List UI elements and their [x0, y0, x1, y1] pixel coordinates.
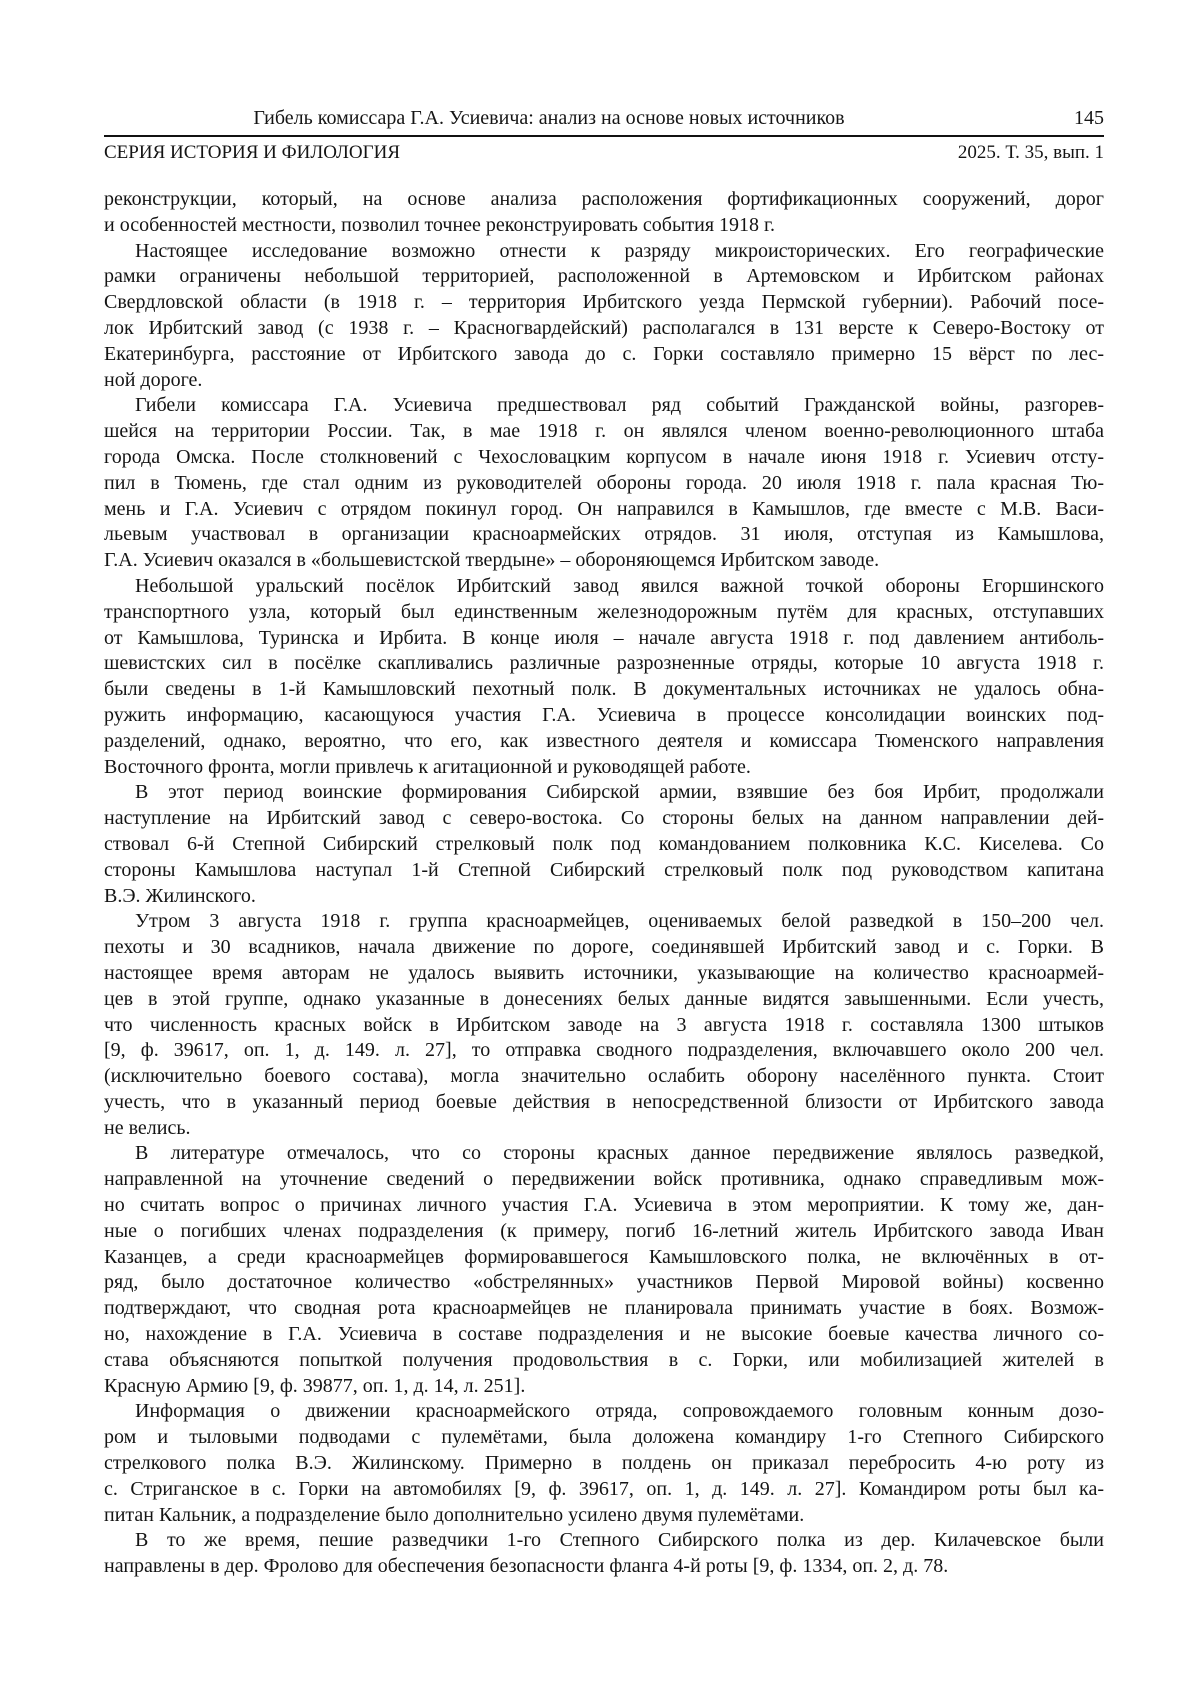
text-line: стороны Камышлова наступал 1-й Степной Сибирский стрелковый полк под руководством капитана: [104, 858, 1104, 881]
text-line: Восточного фронта, могли привлечь к агитационной и руководящей работе.: [104, 755, 751, 778]
text-line: Небольшой уральский посёлок Ирбитский завод явился важной точкой обороны Егоршинского: [135, 574, 1104, 597]
paragraph: [104, 909, 1104, 1141]
text-line: Свердловской области (в 1918 г. – территория Ирбитского уезда Пермской губернии). Рабочий посе-: [104, 291, 1104, 314]
text-line: ружить информацию, касающуюся участия Г.А. Усиевича в процессе консолидации воинских под-: [104, 703, 1104, 726]
text-line: цев в этой группе, однако указанные в донесениях белых данные видятся завышенными. Если учесть,: [104, 987, 1104, 1010]
volume-issue: 2025. Т. 35, вып. 1: [957, 142, 1104, 163]
text-line: рамки ограничены небольшой территорией, расположенной в Артемовском и Ирбитском районах: [104, 265, 1104, 288]
paragraph: [104, 574, 1104, 780]
text-line: транспортного узла, который был единственным железнодорожным путём для красных, отступавших: [104, 600, 1104, 623]
text-line: наступление на Ирбитский завод с северо-востока. Со стороны белых на данном направлении дей-: [104, 807, 1104, 830]
text-line: шейся на территории России. Так, в мае 1918 г. он являлся членом военно-революционного штаба: [104, 420, 1104, 443]
text-line: Г.А. Усиевич оказался в «большевистской твердыне» – обороняющемся Ирбитском заводе.: [104, 549, 880, 572]
series-header-row: [104, 137, 1104, 165]
page-header: [104, 106, 1104, 165]
text-line: В.Э. Жилинского.: [104, 884, 256, 907]
paragraph: [104, 393, 1104, 574]
text-line: подтверждают, что сводная рота красноармейцев не планировала принимать участие в боях. Возмож-: [104, 1297, 1104, 1320]
text-line: Казанцев, а среди красноармейцев формировавшегося Камышловского полка, не включённых в от-: [104, 1245, 1104, 1268]
text-line: пехоты и 30 всадников, начала движение по дороге, соединявшей Ирбитский завод и с. Горки. В: [104, 936, 1104, 959]
text-line: направлены в дер. Фролово для обеспечения безопасности фланга 4-й роты [9, ф. 1334, оп. 2, д. 78.: [104, 1555, 949, 1578]
page-number: 145: [1074, 107, 1104, 129]
text-line: разделений, однако, вероятно, что его, как известного деятеля и комиссара Тюменского направления: [104, 729, 1104, 752]
text-line: города Омска. После столкновений с Чехословацким корпусом в начале июня 1918 г. Усиевич отсту-: [104, 445, 1104, 468]
running-header-row: [104, 106, 1104, 137]
text-line: [9, ф. 39617, оп. 1, д. 149. л. 27], то отправка сводного подразделения, включавшего около 200 чел.: [104, 1039, 1104, 1062]
text-line: В этот период воинские формирования Сибирской армии, взявшие без боя Ирбит, продолжали: [135, 781, 1104, 804]
text-line: направленной на уточнение сведений о передвижении войск противника, однако справедливым мож-: [104, 1168, 1104, 1191]
article-body: [104, 187, 1104, 1580]
paragraph: [104, 239, 1104, 394]
paragraph: [104, 1399, 1104, 1528]
text-line: ные о погибших членах подразделения (к примеру, погиб 16-летний житель Ирбитского завода Иван: [104, 1219, 1104, 1242]
text-line: става объясняются попыткой получения продовольствия в с. Горки, или мобилизацией жителей в: [104, 1348, 1104, 1371]
text-line: с. Стриганское в с. Горки на автомобилях [9, ф. 39617, оп. 1, д. 149. л. 27]. Командиром роты был ка-: [104, 1477, 1104, 1500]
text-line: Красную Армию [9, ф. 39877, оп. 1, д. 14, л. 251].: [104, 1374, 526, 1397]
text-line: лок Ирбитский завод (с 1938 г. – Красногвардейский) располагался в 131 версте к Северо-Востоку от: [104, 316, 1104, 339]
text-line: ной дороге.: [104, 368, 203, 391]
text-line: (исключительно боевого состава), могла значительно ослабить оборону населённого пункта. Стоит: [104, 1065, 1104, 1088]
text-line: Гибели комиссара Г.А. Усиевича предшествовал ряд событий Гражданской войны, разгорев-: [135, 394, 1104, 417]
text-line: стрелкового полка В.Э. Жилинскому. Примерно в полдень он приказал перебросить 4-ю роту из: [104, 1452, 1104, 1475]
running-title: Гибель комиссара Г.А. Усиевича: анализ на основе новых источников: [253, 107, 845, 129]
text-line: питан Кальник, а подразделение было дополнительно усилено двумя пулемётами.: [104, 1503, 805, 1526]
text-line: учесть, что в указанный период боевые действия в непосредственной близости от Ирбитского завода: [104, 1090, 1104, 1113]
text-line: настоящее время авторам не удалось выявить источники, указывающие на количество красноармей-: [104, 961, 1104, 984]
text-line: от Камышлова, Туринска и Ирбита. В конце июля – начале августа 1918 г. под давлением антиболь-: [104, 626, 1104, 649]
text-line: пил в Тюмень, где стал одним из руководителей обороны города. 20 июля 1918 г. пала красная Тю-: [104, 471, 1104, 494]
text-line: но считать вопрос о причинах личного участия Г.А. Усиевича в этом мероприятии. К тому же, дан-: [104, 1194, 1104, 1217]
text-line: льевым участвовал в организации красноармейских отрядов. 31 июля, отступая из Камышлова,: [104, 523, 1104, 546]
paragraph: [104, 1528, 1104, 1580]
text-line: что численность красных войск в Ирбитском заводе на 3 августа 1918 г. составляла 1300 штыков: [104, 1013, 1104, 1036]
series-title: СЕРИЯ ИСТОРИЯ И ФИЛОЛОГИЯ: [104, 142, 401, 163]
text-line: Настоящее исследование возможно отнести к разряду микроисторических. Его географические: [135, 239, 1104, 262]
text-line: В литературе отмечалось, что со стороны красных данное передвижение являлось разведкой,: [135, 1142, 1104, 1165]
text-line: ром и тыловыми подводами с пулемётами, была доложена командиру 1-го Степного Сибирского: [104, 1426, 1104, 1449]
paragraph: [104, 1141, 1104, 1399]
paragraph: [104, 187, 1104, 239]
text-line: реконструкции, который, на основе анализа расположения фортификационных сооружений, дорог: [104, 188, 1104, 210]
text-line: шевистских сил в посёлке скапливались различные разрозненные отряды, которые 10 августа 1918 г.: [104, 652, 1104, 675]
text-line: мень и Г.А. Усиевич с отрядом покинул город. Он направился в Камышлов, где вместе с М.В. Васи-: [104, 497, 1104, 520]
text-line: не велись.: [104, 1116, 191, 1139]
text-line: Утром 3 августа 1918 г. группа красноармейцев, оцениваемых белой разведкой в 150–200 чел.: [135, 910, 1104, 933]
text-line: но, нахождение в Г.А. Усиевича в составе подразделения и не высокие боевые качества личного со-: [104, 1323, 1104, 1346]
text-line: были сведены в 1-й Камышловский пехотный полк. В документальных источниках не удалось обна-: [104, 678, 1104, 701]
paragraph: [104, 780, 1104, 909]
text-line: Информация о движении красноармейского отряда, сопровождаемого головным конным дозо-: [135, 1400, 1104, 1423]
text-line: Екатеринбурга, расстояние от Ирбитского завода до с. Горки составляло примерно 15 вёрст по лес-: [104, 342, 1104, 365]
text-line: и особенностей местности, позволил точнее реконструировать события 1918 г.: [104, 213, 775, 236]
text-line: ряд, было достаточное количество «обстрелянных» участников Первой Мировой войны) косвенно: [104, 1271, 1104, 1294]
text-line: В то же время, пешие разведчики 1-го Степного Сибирского полка из дер. Килачевское были: [135, 1529, 1104, 1552]
text-line: ствовал 6-й Степной Сибирский стрелковый полк под командованием полковника К.С. Киселева. Со: [104, 832, 1104, 855]
